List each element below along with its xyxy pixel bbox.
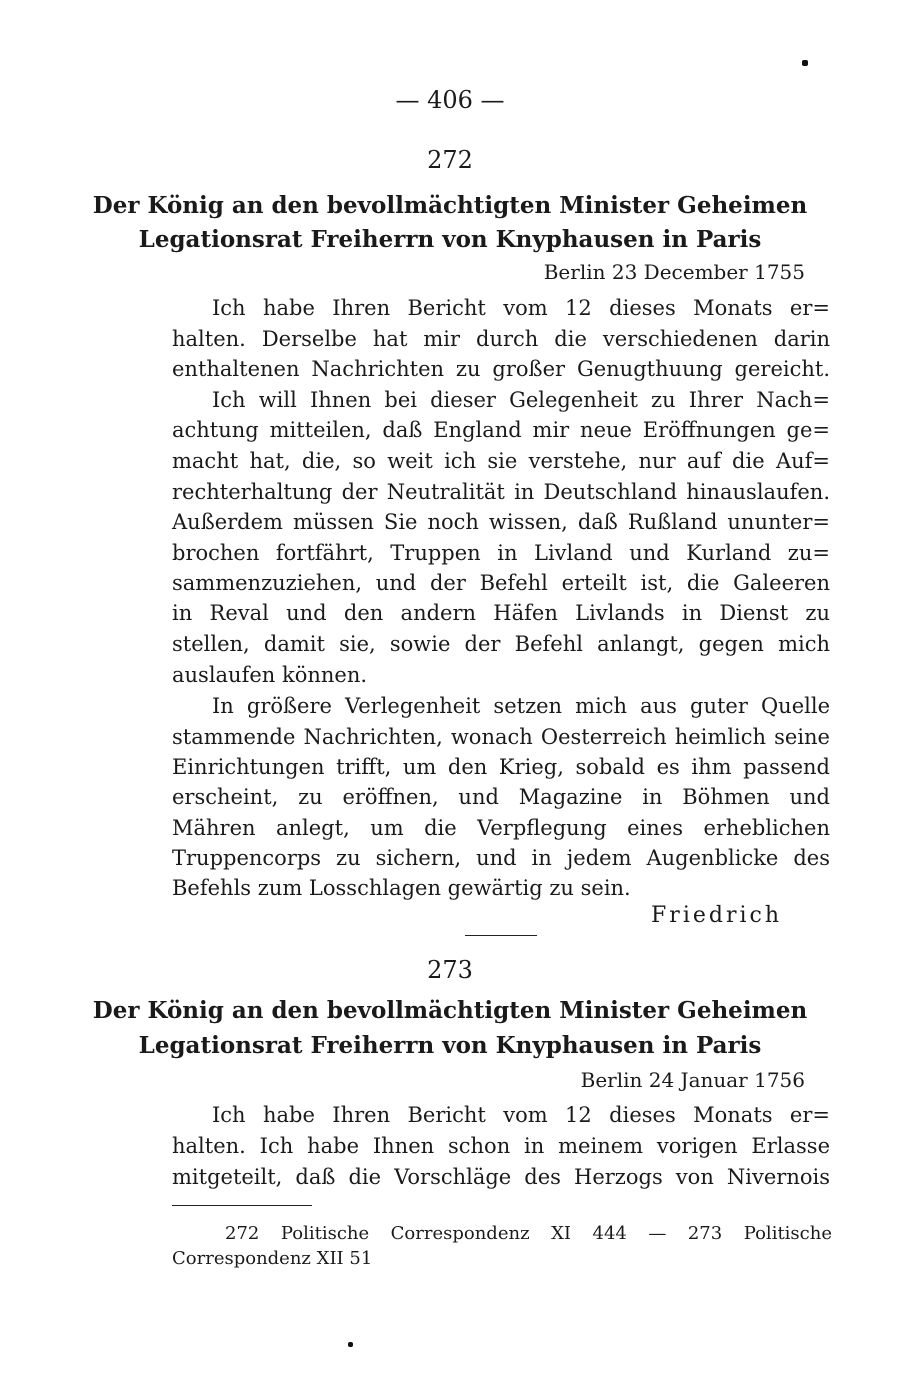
body-line: stammende Nachrichten, wonach Oesterreich heimlich seine xyxy=(172,725,830,749)
footnote-line: 272 Politische Correspondenz XI 444 — 273 Politische xyxy=(225,1223,832,1244)
body-line: auslaufen können. xyxy=(172,663,368,687)
document-date: Berlin 23 December 1755 xyxy=(543,260,805,284)
body-line: Ich will Ihnen bei dieser Gelegenheit zu Ihrer Nach= xyxy=(212,388,830,412)
body-line: Ich habe Ihren Bericht vom 12 dieses Monats er= xyxy=(212,296,830,320)
body-line: halten. Ich habe Ihnen schon in meinem vorigen Erlasse xyxy=(172,1134,830,1158)
ink-dot xyxy=(348,1342,353,1347)
footnote-rule xyxy=(172,1205,312,1206)
document-title: Legationsrat Freiherrn von Knyphausen in Paris xyxy=(138,1032,762,1059)
document-title: Legationsrat Freiherrn von Knyphausen in Paris xyxy=(138,226,762,253)
document-title: Der König an den bevollmächtigten Minister Geheimen xyxy=(92,192,808,219)
body-line: halten. Derselbe hat mir durch die verschiedenen darin xyxy=(172,327,830,351)
body-line: macht hat, die, so weit ich sie verstehe, nur auf die Auf= xyxy=(172,449,830,473)
body-line: mitgeteilt, daß die Vorschläge des Herzogs von Nivernois xyxy=(172,1165,830,1189)
body-line: Truppencorps zu sichern, und in jedem Augenblicke des xyxy=(172,846,830,870)
body-line: achtung mitteilen, daß England mir neue Eröffnungen ge= xyxy=(172,418,830,442)
body-line: brochen fortfährt, Truppen in Livland und Kurland zu= xyxy=(172,541,830,565)
body-line: sammenzuziehen, und der Befehl erteilt ist, die Galeeren xyxy=(172,571,830,595)
body-line: enthaltenen Nachrichten zu großer Genugthuung gereicht. xyxy=(172,357,830,381)
body-line: Außerdem müssen Sie noch wissen, daß Rußland ununter= xyxy=(172,510,830,534)
body-line: Ich habe Ihren Bericht vom 12 dieses Monats er= xyxy=(212,1103,830,1127)
footnote-line: Correspondenz XII 51 xyxy=(172,1248,373,1269)
document-title: Der König an den bevollmächtigten Minister Geheimen xyxy=(92,997,808,1024)
body-line: in Reval und den andern Häfen Livlands in Dienst zu xyxy=(172,601,830,625)
body-line: erscheint, zu eröffnen, und Magazine in Böhmen und xyxy=(172,785,830,809)
body-line: Einrichtungen trifft, um den Krieg, sobald es ihm passend xyxy=(172,755,830,779)
body-line: stellen, damit sie, sowie der Befehl anlangt, gegen mich xyxy=(172,632,830,656)
document-date: Berlin 24 Januar 1756 xyxy=(580,1068,805,1092)
body-line: Mähren anlegt, um die Verpflegung eines erheblichen xyxy=(172,816,830,840)
document-number: 273 xyxy=(427,956,473,984)
page-number: — 406 — xyxy=(395,86,505,114)
section-divider xyxy=(465,935,537,936)
document-number: 272 xyxy=(427,146,473,174)
signature: Friedrich xyxy=(651,903,782,928)
body-line: Befehls zum Losschlagen gewärtig zu sein. xyxy=(172,876,631,900)
ink-dot xyxy=(802,60,808,66)
body-line: rechterhaltung der Neutralität in Deutschland hinauslaufen. xyxy=(172,480,830,504)
body-line: In größere Verlegenheit setzen mich aus guter Quelle xyxy=(212,694,830,718)
